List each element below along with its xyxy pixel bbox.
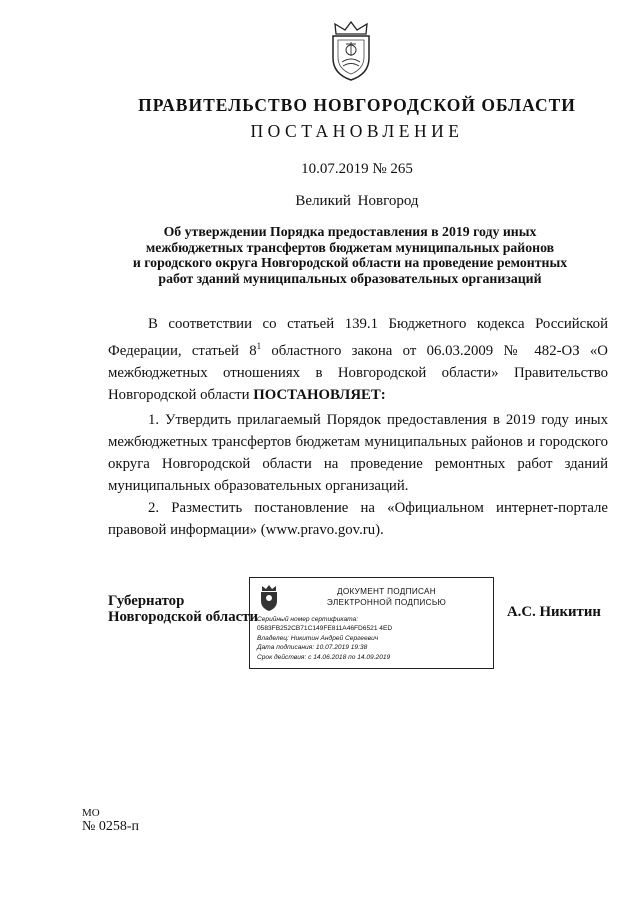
preamble-text-a: В соответствии со статьей 139.1 Бюджетного кодекса Российской Федерации, статьей 8 (108, 316, 608, 359)
title-line: и городского округа Новгородской области на проведение ремонтных (132, 255, 568, 270)
signed-date: Дата подписания: 10.07.2019 19:38 (257, 644, 368, 652)
city: Великий Новгород (295, 193, 419, 209)
document-body (108, 313, 608, 541)
paragraph-item-1: 1. Утвердить прилагаемый Порядок предоставления в 2019 году иных межбюджетных трансфертов бюджетам муниципальных районов и городского округа Новгородской области на проведение ремонтных работ зданий муниципальных образовательных организаций. (108, 411, 608, 494)
registry-code: МО (82, 807, 100, 819)
government-heading: ПРАВИТЕЛЬСТВО НОВГОРОДСКОЙ ОБЛАСТИ (138, 95, 576, 115)
resolution-word: ПОСТАНОВЛЯЕТ: (253, 386, 386, 403)
title-line: межбюджетных трансфертов бюджетам муниципальных районов (145, 239, 555, 255)
preamble-text-b: областного закона от 06.03.2009 № 482-ОЗ «О межбюджетных отношениях в Новгородской области» Правительство Новгородской области (108, 342, 608, 403)
coat-of-arms-emblem (326, 20, 376, 82)
paragraph-preamble (108, 313, 608, 406)
title-line: работ зданий муниципальных образовательных организаций (158, 270, 542, 286)
signer-position (108, 593, 258, 625)
paragraph-item-2: 2. Разместить постановление на «Официальном интернет-портале правовой информации» (www.pravo.gov.ru). (108, 499, 608, 538)
cert-value: 0583FB252CB71C149FE811A46FD6521 4ED (257, 625, 393, 633)
superscript: 1 (256, 341, 262, 351)
cert-label: Серийный номер сертификата: (257, 616, 359, 623)
validity: Срок действия: с 14.06.2018 по 14.09.2019 (257, 653, 391, 661)
stamp-details (257, 615, 392, 662)
signer-position-line: Губернатор (108, 593, 185, 609)
title-line: Об утверждении Порядка предоставления в 2019 году иных (163, 224, 537, 239)
document-type: ПОСТАНОВЛЕНИЕ (250, 121, 464, 141)
date-number: 10.07.2019 № 265 (301, 161, 413, 177)
electronic-signature-stamp (249, 577, 494, 669)
owner: Владелец: Никитин Андрей Сергеевич (257, 634, 379, 642)
stamp-heading: ЭЛЕКТРОННОЙ ПОДПИСЬЮ (326, 598, 447, 607)
signer-name: А.С. Никитин (507, 604, 601, 620)
registry-mark (82, 806, 139, 834)
document-title (110, 224, 590, 286)
signer-position-line: Новгородской области (108, 609, 258, 625)
stamp-heading: ДОКУМЕНТ ПОДПИСАН (336, 587, 437, 596)
registry-number: № 0258-п (82, 819, 140, 834)
